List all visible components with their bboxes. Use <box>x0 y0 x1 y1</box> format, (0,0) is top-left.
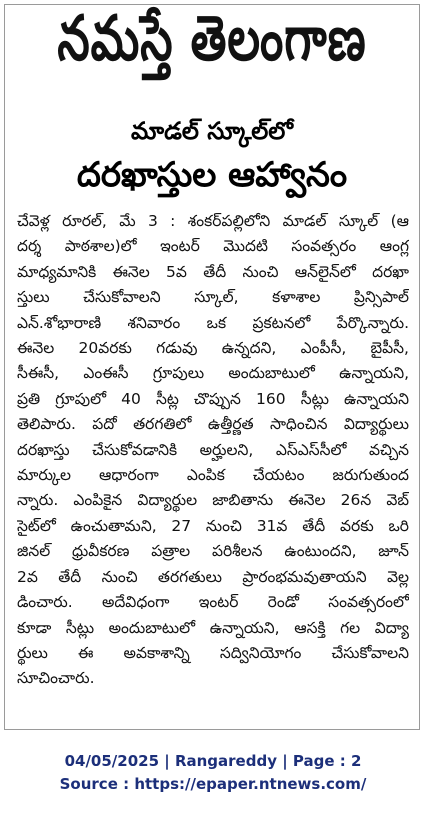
body-line: దరఖాస్తు చేసుకోవడానికి అర్హులని, ఎస్‌ఎస్‌సీలో వచ్చిన <box>17 440 409 459</box>
article-kicker: మాడల్ స్కూల్‌లో <box>131 117 293 145</box>
body-line: ఈనెల 20వరకు గడువు ఉన్నదని, ఎంపీసీ, బైపీసీ, <box>17 339 409 358</box>
article-headline: దరఖాస్తుల ఆహ్వానం <box>76 155 348 195</box>
body-line: కూడా సీట్లు అందుబాటులో ఉన్నాయని, ఆసక్తి గల విద్యా <box>17 618 409 637</box>
source-link[interactable]: Source : https://epaper.ntnews.com/ <box>59 775 367 793</box>
body-line: ఎన్.శోభారాణి శనివారం ఒక ప్రకటనలో పేర్కొన్నారు. <box>17 313 409 332</box>
body-line: చేవెళ్ల రూరల్, మే 3 : శంకర్‌పల్లిలోని మాడల్ స్కూల్ (ఆ <box>17 212 409 230</box>
newspaper-masthead <box>5 5 419 87</box>
body-line: డించారు. అదేవిధంగా ఇంటర్ రెండో సంవత్సరంలో <box>17 593 409 612</box>
body-line: మాధ్యమానికి ఈనెల 5వ తేదీ నుంచి ఆన్‌లైన్‌లో దరఖా <box>17 262 409 281</box>
body-line: జినల్ ధ్రువీకరణ పత్రాల పరిశీలన ఉంటుందని, జూన్ <box>17 542 409 561</box>
body-line: తెలిపారు. పదో తరగతిలో ఉత్తీర్ణత సాధించిన విద్యార్థులు <box>17 415 409 434</box>
article-body <box>17 209 409 692</box>
body-line: దర్శ పాఠశాల)లో ఇంటర్ మొదటి సంవత్సరం ఆంగ్ల <box>17 237 409 256</box>
body-line: ర్థులు ఈ అవకాశాన్ని సద్వినియోగం చేసుకోవాలని <box>17 643 409 662</box>
body-line: మార్కుల ఆధారంగా ఎంపిక చేయటం జరుగుతుంద <box>17 466 409 485</box>
body-line: న్నారు. ఎంపికైన విద్యార్థుల జాబితాను ఈనెల 26న వెబ్ <box>17 491 409 510</box>
body-line: ప్రతి గ్రూపులో 40 సీట్ల చొప్పున 160 సీట్లు ఉన్నాయని <box>17 389 409 408</box>
news-clipping <box>4 4 420 730</box>
body-line: సీఈసీ, ఎంఈసీ గ్రూపులు అందుబాటులో ఉన్నాయని, <box>17 364 409 383</box>
body-line: స్తులు చేసుకోవాలని స్కూల్, కళాశాల ప్రిన్సిపాల్ <box>17 288 409 307</box>
body-line: 2వ తేదీ నుంచి తరగతులు ప్రారంభమవుతాయని వెల్ల <box>17 567 409 586</box>
edition-info: 04/05/2025 | Rangareddy | Page : 2 <box>64 752 362 770</box>
body-line: సైట్‌లో ఉంచుతామని, 27 నుంచి 31వ తేదీ వరకు ఒరి <box>17 516 409 535</box>
body-line: సూచించారు. <box>17 669 95 688</box>
masthead-title: నమస్తే తెలంగాణ <box>57 4 367 75</box>
